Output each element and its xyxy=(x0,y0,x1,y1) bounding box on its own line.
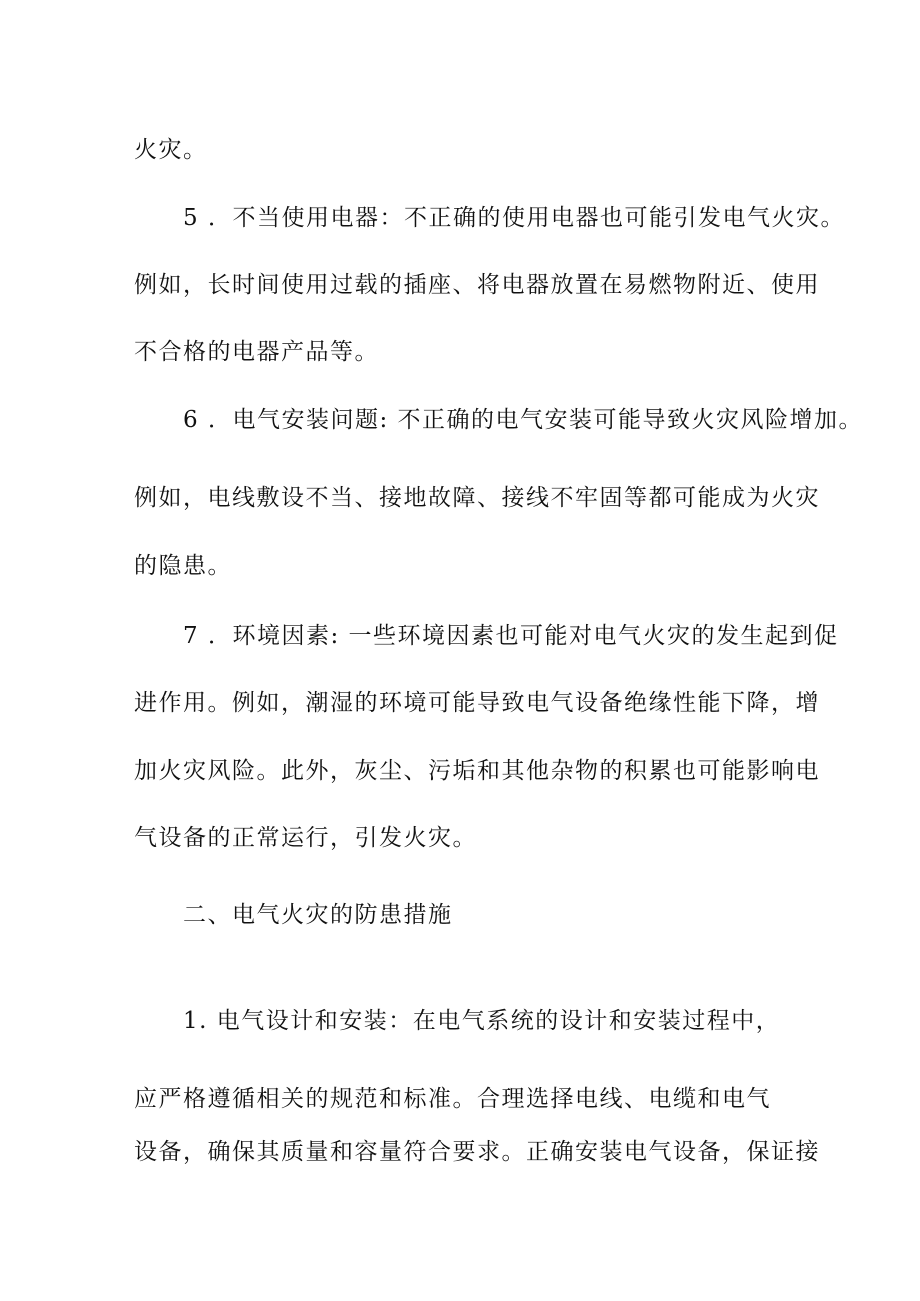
text-line: 进作用。例如，潮湿的环境可能导致电气设备绝缘性能下降，增 xyxy=(134,690,820,716)
section-heading: 二、电气火灾的防患措施 xyxy=(183,902,453,928)
text-line: 不合格的电器产品等。 xyxy=(134,339,379,365)
text-line: 气设备的正常运行，引发火灾。 xyxy=(134,825,477,851)
text-line: 例如，电线敷设不当、接地故障、接线不牢固等都可能成为火灾 xyxy=(134,485,820,511)
text-line: 例如，长时间使用过载的插座、将电器放置在易燃物附近、使用 xyxy=(134,272,820,298)
text-line: 5 ．不当使用电器：不正确的使用电器也可能引发电气火灾。 xyxy=(183,205,845,231)
text-line: 火灾。 xyxy=(134,137,208,163)
text-line: 1. 电气设计和安装：在电气系统的设计和安装过程中， xyxy=(183,1008,781,1034)
text-line: 应严格遵循相关的规范和标准。合理选择电线、电缆和电气 xyxy=(134,1086,771,1112)
text-line: 7 ．环境因素: 一些环境因素也可能对电气火灾的发生起到促 xyxy=(183,623,839,649)
text-line: 的隐患。 xyxy=(134,553,232,579)
text-line: 6 ．电气安装问题: 不正确的电气安装可能导致火灾风险增加。 xyxy=(183,407,864,433)
text-line: 设备，确保其质量和容量符合要求。正确安装电气设备，保证接 xyxy=(134,1139,820,1165)
text-line: 加火灾风险。此外，灰尘、污垢和其他杂物的积累也可能影响电 xyxy=(134,758,820,784)
